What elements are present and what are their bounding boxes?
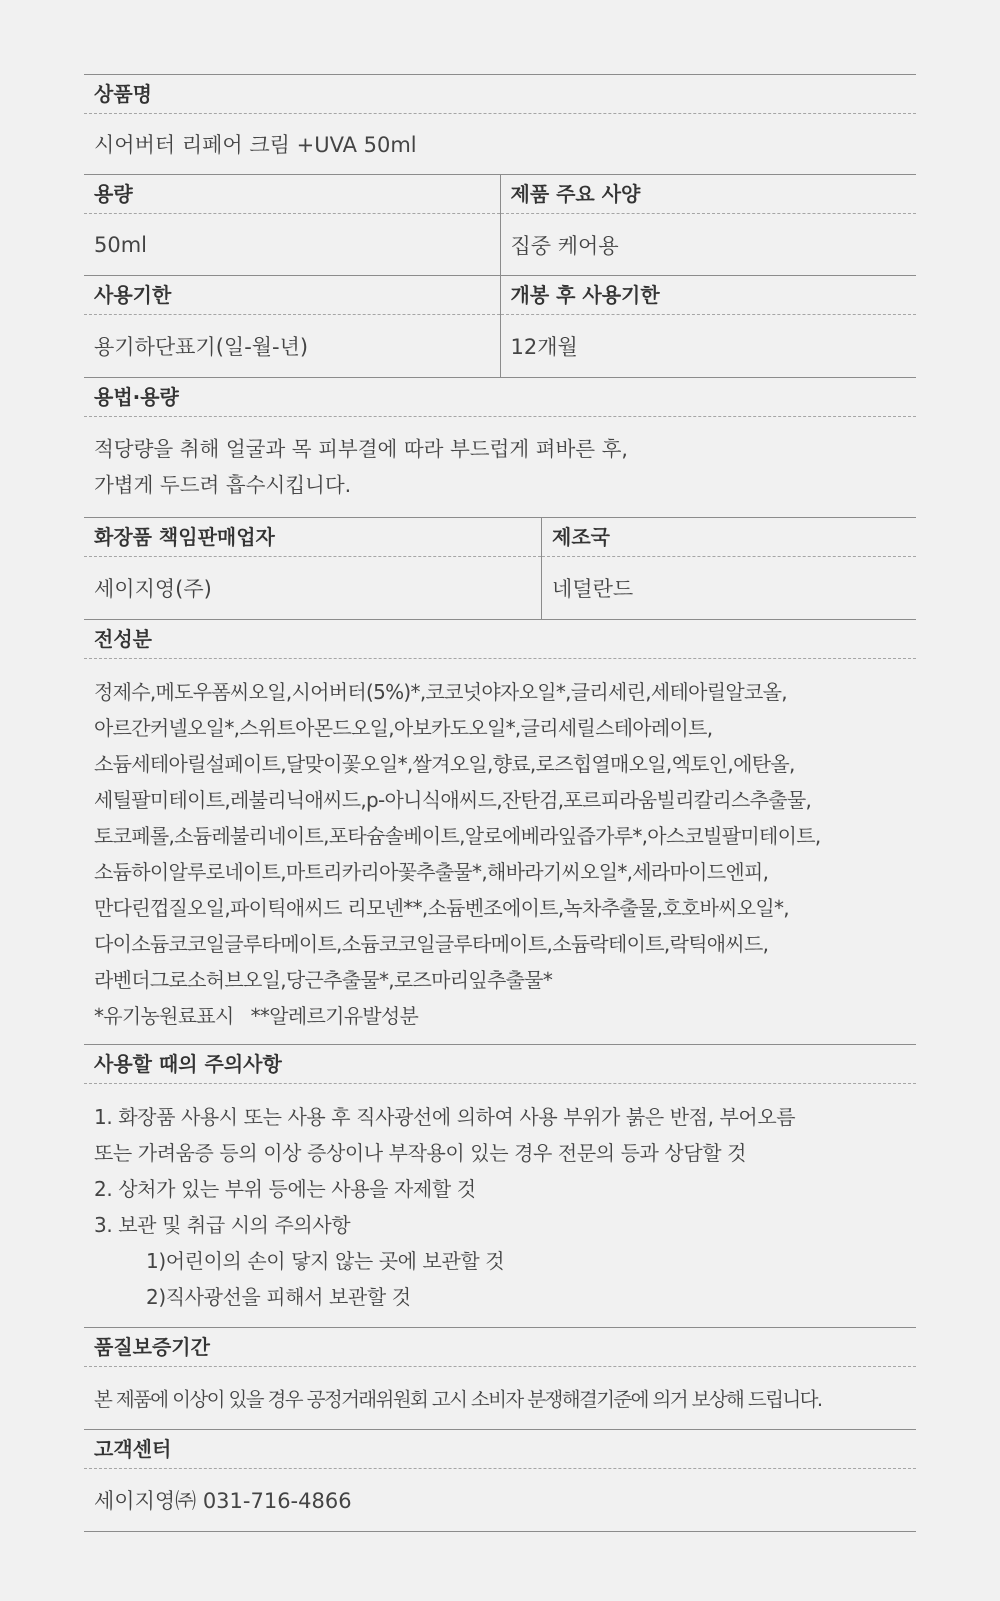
capacity-value: 50ml [94,232,148,257]
ingredients-line: 라벤더그로소허브오일,당근추출물*,로즈마리잎추출물* [94,968,553,992]
seller-value: 세이지영(주) [94,577,212,601]
seller-label: 화장품 책임판매업자 [84,518,541,557]
precaution-sub-line: 1)어린이의 손이 닿지 않는 곳에 보관할 것 [146,1249,505,1273]
precaution-line: 2. 상처가 있는 부위 등에는 사용을 자제할 것 [94,1177,476,1201]
product-name-label: 상품명 [84,75,916,114]
customer-center-section [84,1429,916,1532]
usage-section [84,377,916,517]
warranty-section [84,1327,916,1429]
ingredients-line: 아르간커넬오일*,스위트아몬드오일,아보카도오일*,글리세릴스테아레이트, [94,716,713,740]
usage-label: 용법·용량 [84,378,916,417]
ingredients-line: 다이소듐코코일글루타메이트,소듐코코일글루타메이트,소듐락테이트,락틱애씨드, [94,932,769,956]
precaution-line: 또는 가려움증 등의 이상 증상이나 부작용이 있는 경우 전문의 등과 상담할 것 [94,1141,747,1165]
product-info-table [84,74,916,1532]
expiry-row [84,275,916,377]
origin-value: 네덜란드 [552,577,634,601]
ingredients-text [84,659,916,1044]
precaution-line: 3. 보관 및 취급 시의 주의사항 [94,1213,351,1237]
expiry-label: 사용기한 [84,276,500,315]
usage-text [84,417,916,517]
ingredients-line: 정제수,메도우폼씨오일,시어버터(5%)*,코코넛야자오일*,글리세린,세테아릴알코올, [94,680,787,704]
warranty-value: 본 제품에 이상이 있을 경우 공정거래위원회 고시 소비자 분쟁해결기준에 의거 보상해 드립니다. [94,1388,822,1411]
ingredients-line: 만다린껍질오일,파이틱애씨드 리모넨**,소듐벤조에이트,녹차추출물,호호바씨오일*, [94,896,789,920]
capacity-label: 용량 [84,175,500,214]
customer-center-label: 고객센터 [84,1430,916,1469]
product-name-value: 시어버터 리페어 크림 +UVA 50ml [94,133,417,157]
ingredients-section [84,619,916,1044]
warranty-label: 품질보증기간 [84,1328,916,1367]
customer-center-value: 세이지영㈜ 031-716-4866 [94,1489,352,1513]
precautions-text [84,1084,916,1327]
ingredients-line: 세틸팔미테이트,레불리닉애씨드,p-아니식애씨드,잔탄검,포르피라움빌리칼리스추출물, [94,788,812,812]
ingredients-footnote: *유기농원료표시 **알레르기유발성분 [94,1004,419,1028]
main-spec-label: 제품 주요 사양 [501,175,917,214]
usage-line: 적당량을 취해 얼굴과 목 피부결에 따라 부드럽게 펴바른 후, [94,437,628,461]
main-spec-value: 집중 케어용 [510,233,619,258]
after-opening-value: 12개월 [510,335,578,359]
precaution-line: 1. 화장품 사용시 또는 사용 후 직사광선에 의하여 사용 부위가 붉은 반점, 부어오름 [94,1105,796,1129]
origin-label: 제조국 [542,518,916,557]
seller-origin-row [84,517,916,619]
ingredients-line: 소듐세테아릴설페이트,달맞이꽃오일*,쌀겨오일,향료,로즈힙열매오일,엑토인,에탄올, [94,752,795,776]
ingredients-line: 토코페롤,소듐레불리네이트,포타슘솔베이트,알로에베라잎즙가루*,아스코빌팔미테이트, [94,824,821,848]
precautions-section [84,1044,916,1327]
product-name-section [84,74,916,174]
ingredients-line: 소듐하이알루로네이트,마트리카리아꽃추출물*,해바라기씨오일*,세라마이드엔피, [94,860,769,884]
capacity-spec-row [84,174,916,275]
precautions-label: 사용할 때의 주의사항 [84,1045,916,1084]
usage-line: 가볍게 두드려 흡수시킵니다. [94,473,352,497]
precaution-sub-line: 2)직사광선을 피해서 보관할 것 [146,1285,411,1309]
expiry-value: 용기하단표기(일-월-년) [94,335,309,359]
ingredients-label: 전성분 [84,620,916,659]
after-opening-label: 개봉 후 사용기한 [501,276,917,315]
